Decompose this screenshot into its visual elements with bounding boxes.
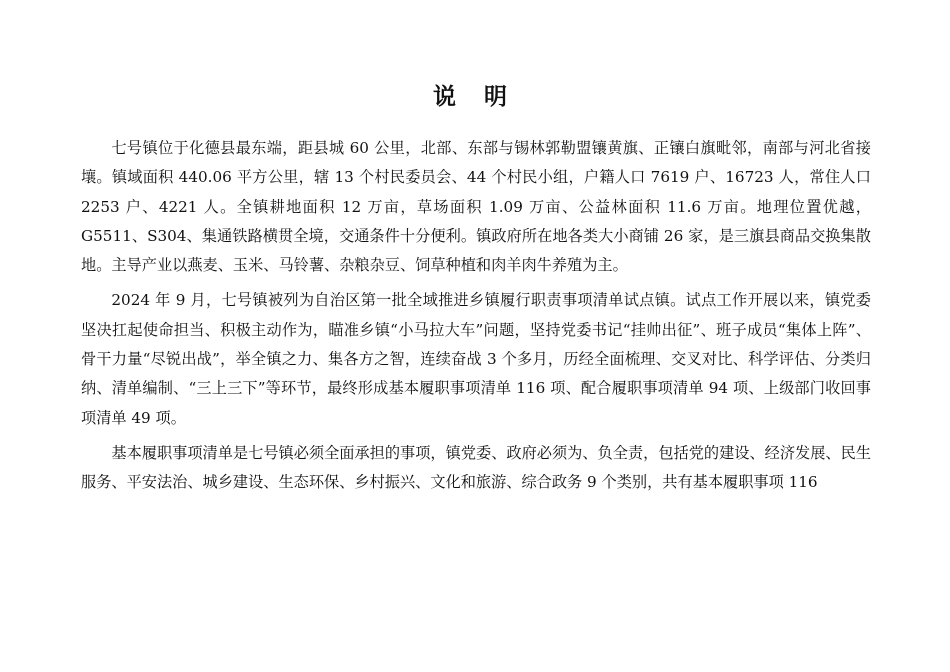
page-title: 说 明	[432, 84, 517, 110]
document-body	[81, 134, 871, 504]
paragraph-overview: 七号镇位于化德县最东端，距县城 60 公里，北部、东部与锡林郭勒盟镶黄旗、正镶白旗毗邻，南部与河北省接壤。镇域面积 440.06 平方公里，辖 13 个村民委员会、44 个村民小组，户籍人口 7619 户、16723 人，常住人口 2253 户、4221 人。全镇耕地面积 12 万亩，草场面积 1.09 万亩、公益林面积 11.6 万亩。地理位置优越，G5511、S304、集通铁路横贯全境，交通条件十分便利。镇政府所在地各类大小商铺 26 家，是三旗县商品交换集散地。主导产业以燕麦、玉米、马铃薯、杂粮杂豆、饲草种植和肉羊肉牛养殖为主。	[81, 139, 871, 275]
paragraph-basic-duties: 基本履职事项清单是七号镇必须全面承担的事项，镇党委、政府必须为、负全责，包括党的建设、经济发展、民生服务、平安法治、城乡建设、生态环保、乡村振兴、文化和旅游、综合政务 9 个类别，共有基本履职事项 116	[81, 443, 871, 492]
paragraph-pilot-work: 2024 年 9 月，七号镇被列为自治区第一批全域推进乡镇履行职责事项清单试点镇。试点工作开展以来，镇党委坚决扛起使命担当、积极主动作为，瞄准乡镇“小马拉大车”问题，坚持党委书记“挂帅出征”、班子成员“集体上阵”、骨干力量“尽锐出战”，举全镇之力、集各方之智，连续奋战 3 个多月，历经全面梳理、交叉对比、科学评估、分类归纳、清单编制、“三上三下”等环节，最终形成基本履职事项清单 116 项、配合履职事项清单 94 项、上级部门收回事项清单 49 项。	[81, 291, 871, 427]
